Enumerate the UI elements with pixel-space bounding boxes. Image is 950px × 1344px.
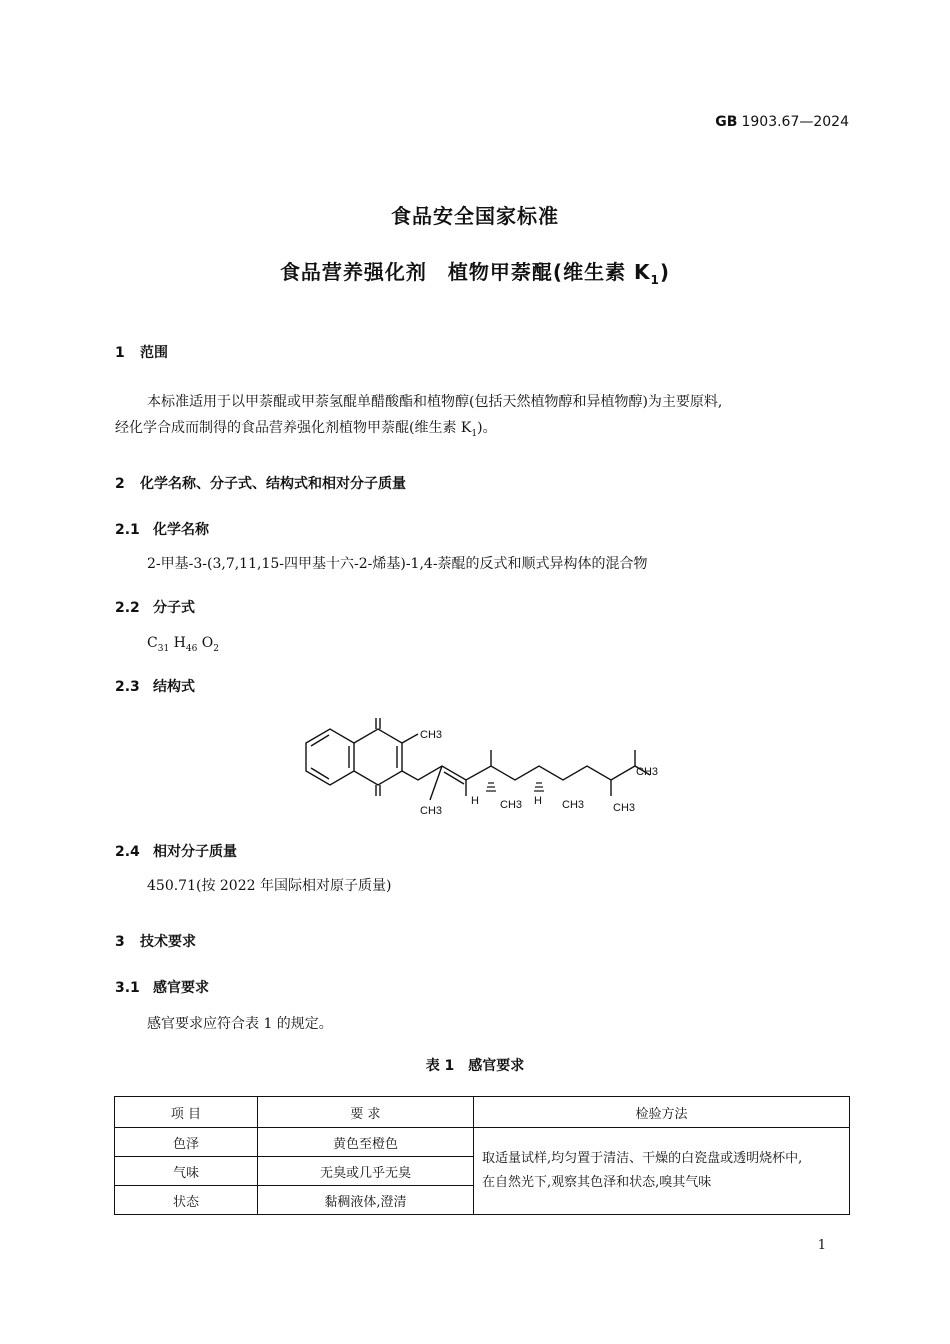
inspection-method-cell: 取适量试样,均匀置于清洁、干燥的白瓷盘或透明烧杯中, 在自然光下,观察其色泽和状态,嗅其气味 (474, 1128, 850, 1215)
methyl-label: CH3 (420, 805, 443, 817)
chemical-name: 2-甲基-3-(3,7,11,15-四甲基十六-2-烯基)-1,4-萘醌的反式和顺式异构体的混合物 (147, 556, 648, 572)
section-3-1-heading: 3.1 感官要求 (115, 980, 209, 996)
molecular-mass: 450.71(按 2022 年国际相对原子质量) (147, 878, 392, 894)
section-3-heading: 3 技术要求 (115, 934, 196, 950)
methyl-label: CH3 (562, 799, 585, 811)
methyl-label: CH3 (636, 766, 659, 778)
sensory-requirements-table (114, 1096, 850, 1215)
section-2-heading: 2 化学名称、分子式、结构式和相对分子质量 (115, 476, 406, 492)
methyl-label: CH3 (613, 802, 636, 814)
section-1-heading: 1 范围 (115, 345, 168, 361)
table-cell: 状态 (115, 1186, 258, 1215)
methyl-label: CH3 (420, 729, 443, 741)
table-header: 要 求 (258, 1097, 474, 1128)
table-row (115, 1128, 850, 1157)
section-3-1-text: 感官要求应符合表 1 的规定。 (147, 1016, 333, 1032)
structural-formula (290, 705, 670, 825)
section-2-1-heading: 2.1 化学名称 (115, 522, 209, 538)
document-title: 食品安全国家标准 (391, 204, 559, 228)
section-1-text: 本标准适用于以甲萘醌或甲萘氢醌单醋酸酯和植物醇(包括天然植物醇和异植物醇)为主要原料, 经化学合成而制得的食品营养强化剂植物甲萘醌(维生素 $K_1$)。 (115, 394, 723, 439)
table-cell: 黄色至橙色 (258, 1128, 474, 1157)
table-header: 检验方法 (474, 1097, 850, 1128)
table-caption: 表 1 感官要求 (425, 1058, 525, 1074)
table-cell: 无臭或几乎无臭 (258, 1157, 474, 1186)
section-2-3-heading: 2.3 结构式 (115, 679, 195, 695)
standard-number: GB 1903.67—2024 (715, 114, 849, 130)
table-header-row (115, 1097, 850, 1128)
section-2-4-heading: 2.4 相对分子质量 (115, 844, 237, 860)
table-cell: 气味 (115, 1157, 258, 1186)
molecular-formula: $C_{31}$ $H_{46}$ $O_2$ (147, 635, 219, 654)
table-header: 项 目 (115, 1097, 258, 1128)
h-label: H (534, 795, 542, 807)
h-label: H (471, 795, 479, 807)
table-cell: 色泽 (115, 1128, 258, 1157)
page-number: 1 (817, 1238, 826, 1253)
document-subtitle: 食品营养强化剂 植物甲萘醌(维生素 $K_1$) (279, 260, 671, 287)
methyl-label: CH3 (500, 799, 523, 811)
section-2-2-heading: 2.2 分子式 (115, 600, 195, 616)
table-cell: 黏稠液体,澄清 (258, 1186, 474, 1215)
